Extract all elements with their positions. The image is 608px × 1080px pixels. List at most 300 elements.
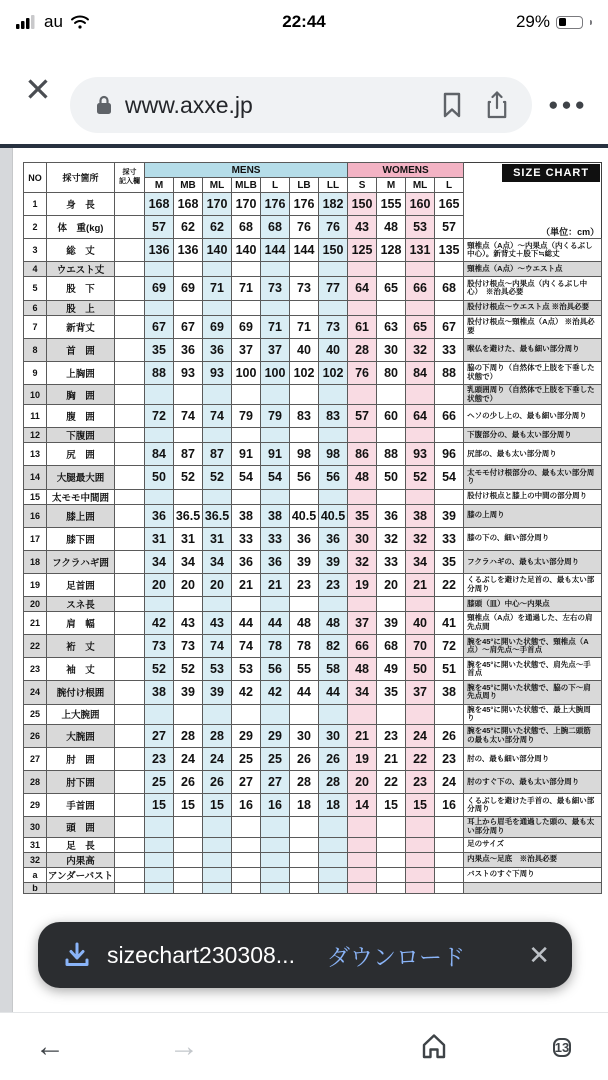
cell-size: [406, 384, 435, 404]
cell-size: 135: [435, 239, 464, 262]
cell-size: [406, 262, 435, 277]
cell-label: スネ長: [47, 597, 115, 612]
cell-size: [435, 262, 464, 277]
cell-size: 34: [406, 550, 435, 573]
cell-no: b: [24, 882, 47, 893]
table-row: [24, 361, 602, 384]
cell-size: [145, 817, 174, 837]
cell-size: 25: [261, 747, 290, 770]
cell-size: [319, 428, 348, 443]
size-column-header: M: [377, 178, 406, 193]
cell-size: [435, 428, 464, 443]
cell-entry: [115, 338, 145, 361]
cell-size: 93: [203, 361, 232, 384]
cell-size: 88: [377, 443, 406, 466]
cell-size: 140: [203, 239, 232, 262]
cell-label: 首 囲: [47, 338, 115, 361]
cell-label: 内果高: [47, 852, 115, 867]
cell-size: 64: [348, 277, 377, 300]
cell-size: 160: [406, 193, 435, 216]
cell-size: [435, 852, 464, 867]
cell-size: [145, 300, 174, 315]
cell-size: [348, 837, 377, 852]
cell-label: 手首囲: [47, 794, 115, 817]
cell-note: バストのすぐ下周り: [464, 867, 602, 882]
cell-size: 23: [377, 724, 406, 747]
cell-size: 79: [232, 405, 261, 428]
toast-download-button[interactable]: ダウンロード: [327, 939, 465, 972]
cell-size: 67: [145, 315, 174, 338]
cell-size: 48: [290, 612, 319, 635]
cell-size: 15: [174, 794, 203, 817]
cell-size: [319, 384, 348, 404]
cell-size: 76: [348, 361, 377, 384]
cell-size: 36: [232, 550, 261, 573]
cell-size: [348, 428, 377, 443]
cell-no: 1: [24, 193, 47, 216]
cell-size: [261, 300, 290, 315]
bottom-navigation-bar: [0, 1012, 608, 1080]
cell-note: 足のサイズ: [464, 837, 602, 852]
download-icon: [63, 941, 91, 969]
cell-note: 腕を45°に開いた状態で、上腕二頭筋の最も太い部分周り: [464, 724, 602, 747]
cell-size: 15: [203, 794, 232, 817]
toast-close-icon[interactable]: ✕: [528, 939, 550, 970]
cell-note: フクラハギの、最も太い部分周り: [464, 550, 602, 573]
cell-size: 78: [290, 635, 319, 658]
cell-no: 16: [24, 504, 47, 527]
table-row: [24, 852, 602, 867]
cell-size: 32: [406, 338, 435, 361]
cell-size: [203, 882, 232, 893]
lock-icon: [96, 95, 112, 115]
cell-entry: [115, 443, 145, 466]
cell-size: [348, 300, 377, 315]
cell-note: 肘の、最も細い部分周り: [464, 747, 602, 770]
cell-size: [319, 817, 348, 837]
table-row: [24, 635, 602, 658]
cell-note: ヘソの少し上の、最も細い部分周り: [464, 405, 602, 428]
cell-size: 73: [290, 277, 319, 300]
cell-size: 73: [174, 635, 203, 658]
cell-size: [174, 300, 203, 315]
cell-size: [290, 817, 319, 837]
cell-size: 35: [145, 338, 174, 361]
cell-size: [174, 428, 203, 443]
cell-size: 21: [406, 573, 435, 596]
cell-size: 68: [261, 216, 290, 239]
cell-entry: [115, 573, 145, 596]
cell-size: 39: [435, 504, 464, 527]
cell-size: [290, 428, 319, 443]
cell-label: 大腕囲: [47, 724, 115, 747]
cell-note: 股付け根点～ウエスト点 ※治具必要: [464, 300, 602, 315]
cell-size: 77: [319, 277, 348, 300]
cell-no: 8: [24, 338, 47, 361]
cell-size: [290, 262, 319, 277]
cell-size: [377, 817, 406, 837]
table-row: [24, 405, 602, 428]
cell-entry: [115, 405, 145, 428]
cell-size: 68: [435, 277, 464, 300]
cell-size: 40: [406, 612, 435, 635]
cell-size: [203, 428, 232, 443]
cell-note: 腕を45°に開いた状態で、最上大腕周り: [464, 704, 602, 724]
cell-entry: [115, 550, 145, 573]
cell-size: 170: [232, 193, 261, 216]
table-row: [24, 747, 602, 770]
cell-label: 大腿最大囲: [47, 466, 115, 489]
address-bar[interactable]: [70, 77, 532, 133]
cell-size: 34: [174, 550, 203, 573]
cell-size: [435, 817, 464, 837]
cell-label: 足 長: [47, 837, 115, 852]
cell-size: 48: [348, 658, 377, 681]
cell-size: [232, 817, 261, 837]
cell-size: 52: [145, 658, 174, 681]
cell-size: 25: [232, 747, 261, 770]
cell-entry: [115, 315, 145, 338]
cell-size: 42: [145, 612, 174, 635]
cell-size: 125: [348, 239, 377, 262]
cell-note: 脇の下周り（自然体で上肢を下垂した状態で）: [464, 361, 602, 384]
cell-size: 35: [348, 504, 377, 527]
cell-no: 11: [24, 405, 47, 428]
cell-size: 34: [145, 550, 174, 573]
cell-size: 30: [290, 724, 319, 747]
cell-size: 79: [261, 405, 290, 428]
cell-size: 44: [290, 681, 319, 704]
cell-note: 股付け根点と膝上の中間の部分周り: [464, 489, 602, 504]
cell-size: 54: [261, 466, 290, 489]
cell-size: [145, 852, 174, 867]
cell-size: 26: [174, 771, 203, 794]
share-icon[interactable]: [486, 91, 508, 119]
tab-switcher-button[interactable]: [540, 1027, 584, 1067]
cell-size: 39: [290, 550, 319, 573]
cell-size: [435, 882, 464, 893]
cell-size: 36: [377, 504, 406, 527]
table-row: [24, 771, 602, 794]
cell-no: 23: [24, 658, 47, 681]
cell-size: [232, 867, 261, 882]
cell-size: 93: [406, 443, 435, 466]
cell-size: 14: [348, 794, 377, 817]
cell-size: 70: [406, 635, 435, 658]
cell-size: 66: [435, 405, 464, 428]
cell-size: 136: [174, 239, 203, 262]
cell-size: 22: [406, 747, 435, 770]
cell-size: 155: [377, 193, 406, 216]
cell-size: 87: [174, 443, 203, 466]
cell-size: 31: [145, 527, 174, 550]
cell-size: [232, 384, 261, 404]
cell-size: 37: [232, 338, 261, 361]
table-row: [24, 837, 602, 852]
cell-size: [348, 817, 377, 837]
cell-size: 98: [319, 443, 348, 466]
cell-size: 34: [348, 681, 377, 704]
cell-size: 15: [406, 794, 435, 817]
cell-size: 50: [145, 466, 174, 489]
cell-entry: [115, 658, 145, 681]
table-row: [24, 817, 602, 837]
cell-no: 15: [24, 489, 47, 504]
cell-size: 43: [348, 216, 377, 239]
cell-size: [232, 852, 261, 867]
cell-size: 42: [232, 681, 261, 704]
cell-size: 40.5: [319, 504, 348, 527]
home-button[interactable]: [412, 1027, 456, 1067]
cell-size: 71: [290, 315, 319, 338]
cell-size: [145, 489, 174, 504]
cell-label: [47, 882, 115, 893]
cell-size: [348, 262, 377, 277]
cell-note: くるぶしを避けた足首の、最も太い部分周り: [464, 573, 602, 596]
cell-size: 84: [406, 361, 435, 384]
cell-size: 34: [203, 550, 232, 573]
size-column-header: S: [348, 178, 377, 193]
cell-size: [232, 489, 261, 504]
cell-size: [319, 597, 348, 612]
cell-size: [232, 300, 261, 315]
cell-size: 96: [435, 443, 464, 466]
table-row: [24, 262, 602, 277]
cell-size: 71: [261, 315, 290, 338]
cell-size: [261, 867, 290, 882]
cell-size: 44: [319, 681, 348, 704]
cell-entry: [115, 239, 145, 262]
cell-size: [145, 837, 174, 852]
cell-size: 144: [290, 239, 319, 262]
cell-size: 80: [377, 361, 406, 384]
cell-size: [406, 704, 435, 724]
cell-note: 膝の下の、細い部分周り: [464, 527, 602, 550]
cell-note: 腕を45°に開いた状態で、脇の下～肩先点周り: [464, 681, 602, 704]
cell-size: [435, 300, 464, 315]
cell-size: 86: [348, 443, 377, 466]
cell-size: 38: [435, 681, 464, 704]
cell-size: 31: [174, 527, 203, 550]
table-row: [24, 428, 602, 443]
table-row: [24, 315, 602, 338]
table-row: [24, 300, 602, 315]
cell-size: 69: [174, 277, 203, 300]
cell-size: 73: [145, 635, 174, 658]
cell-size: 91: [232, 443, 261, 466]
cell-size: [377, 704, 406, 724]
table-row: [24, 597, 602, 612]
table-row: [24, 794, 602, 817]
cell-size: 60: [377, 405, 406, 428]
cell-size: 88: [145, 361, 174, 384]
cell-size: 93: [174, 361, 203, 384]
cell-label: 袖 丈: [47, 658, 115, 681]
cell-size: [348, 852, 377, 867]
cell-size: 71: [203, 277, 232, 300]
cell-size: 35: [435, 550, 464, 573]
cell-size: 136: [145, 239, 174, 262]
cell-size: [348, 867, 377, 882]
cell-entry: [115, 597, 145, 612]
cell-size: 25: [145, 771, 174, 794]
cell-no: 4: [24, 262, 47, 277]
cell-size: [145, 867, 174, 882]
cell-no: 13: [24, 443, 47, 466]
cell-no: 26: [24, 724, 47, 747]
back-button[interactable]: [28, 1027, 72, 1067]
cell-entry: [115, 277, 145, 300]
cell-size: [174, 882, 203, 893]
cell-entry: [115, 489, 145, 504]
cell-size: [377, 597, 406, 612]
cell-size: 22: [377, 771, 406, 794]
cell-size: 76: [290, 216, 319, 239]
cell-size: 44: [261, 612, 290, 635]
cell-label: 下腹囲: [47, 428, 115, 443]
cell-size: 38: [232, 504, 261, 527]
cell-size: 26: [203, 771, 232, 794]
cell-size: [435, 867, 464, 882]
cell-size: 33: [232, 527, 261, 550]
cell-entry: [115, 867, 145, 882]
clock: 22:44: [282, 12, 326, 31]
cell-size: 61: [348, 315, 377, 338]
cell-label: 肘 囲: [47, 747, 115, 770]
cell-size: 15: [145, 794, 174, 817]
header-entry-column: 採寸 記入欄: [115, 163, 145, 193]
cell-size: [261, 852, 290, 867]
cell-size: 30: [348, 527, 377, 550]
forward-button[interactable]: [162, 1027, 206, 1067]
table-row: [24, 573, 602, 596]
cell-size: 84: [145, 443, 174, 466]
cell-entry: [115, 635, 145, 658]
cell-size: [232, 428, 261, 443]
cell-size: 19: [348, 747, 377, 770]
cell-size: 28: [203, 724, 232, 747]
cell-size: [203, 817, 232, 837]
close-tab-button[interactable]: ✕: [18, 66, 58, 114]
cell-size: [145, 597, 174, 612]
cell-size: 52: [203, 466, 232, 489]
overflow-menu-button[interactable]: ●●●: [540, 82, 596, 128]
cell-size: 36: [261, 550, 290, 573]
carrier-label: au: [44, 12, 63, 31]
cell-size: 39: [174, 681, 203, 704]
cell-size: 29: [232, 724, 261, 747]
cell-size: 23: [435, 747, 464, 770]
table-row: [24, 612, 602, 635]
cell-size: 35: [377, 681, 406, 704]
cell-note: 膝の上周り: [464, 504, 602, 527]
cell-size: 176: [290, 193, 319, 216]
cell-size: 40: [290, 338, 319, 361]
cell-note: 頸椎点（A点）～ウエスト点: [464, 262, 602, 277]
battery-percent: 29%: [515, 12, 550, 31]
cell-entry: [115, 262, 145, 277]
cell-size: 53: [406, 216, 435, 239]
cell-size: [290, 867, 319, 882]
bookmark-icon[interactable]: [442, 92, 462, 118]
cell-note: 内果点～足底 ※治具必要: [464, 852, 602, 867]
cell-size: 21: [377, 747, 406, 770]
cell-size: 41: [435, 612, 464, 635]
cell-size: 62: [203, 216, 232, 239]
back-arrow-icon: ←: [35, 1030, 65, 1063]
cell-label: 腹 囲: [47, 405, 115, 428]
cell-size: 83: [290, 405, 319, 428]
cell-size: [290, 597, 319, 612]
cell-size: 52: [406, 466, 435, 489]
cell-size: [174, 262, 203, 277]
cell-size: [290, 837, 319, 852]
cell-size: 38: [145, 681, 174, 704]
cell-note: 膝頭（皿）中心～内果点: [464, 597, 602, 612]
cell-note: くるぶしを避けた手首の、最も細い部分周り: [464, 794, 602, 817]
cell-entry: [115, 612, 145, 635]
table-row: [24, 338, 602, 361]
cell-label: 膝上囲: [47, 504, 115, 527]
cell-size: 20: [377, 573, 406, 596]
cell-size: [406, 867, 435, 882]
cell-label: 腕付け根囲: [47, 681, 115, 704]
size-column-header: MLB: [232, 178, 261, 193]
cell-size: 150: [319, 239, 348, 262]
browser-toolbar: [0, 44, 608, 144]
cell-size: 58: [319, 658, 348, 681]
cell-label: 体 重(kg): [47, 216, 115, 239]
cell-size: [145, 704, 174, 724]
cell-size: [261, 704, 290, 724]
cell-size: [145, 882, 174, 893]
cell-size: 54: [435, 466, 464, 489]
home-icon: [419, 1031, 449, 1061]
cell-size: 66: [406, 277, 435, 300]
cell-size: 73: [319, 315, 348, 338]
cell-size: [377, 428, 406, 443]
cell-size: 36: [203, 338, 232, 361]
cell-size: 33: [435, 338, 464, 361]
table-row: [24, 681, 602, 704]
cell-no: 14: [24, 466, 47, 489]
wifi-icon: [70, 15, 90, 29]
table-row: [24, 384, 602, 404]
cell-size: [348, 597, 377, 612]
cell-size: 65: [406, 315, 435, 338]
cell-size: 48: [319, 612, 348, 635]
size-table-body: [24, 193, 602, 894]
cell-size: [174, 384, 203, 404]
cell-size: [261, 262, 290, 277]
table-row: [24, 216, 602, 239]
cell-size: 30: [319, 724, 348, 747]
cell-size: [319, 867, 348, 882]
cell-entry: [115, 771, 145, 794]
cell-size: 21: [261, 573, 290, 596]
cell-no: a: [24, 867, 47, 882]
cell-size: 100: [261, 361, 290, 384]
cell-no: 6: [24, 300, 47, 315]
cell-size: 28: [290, 771, 319, 794]
cell-size: [319, 882, 348, 893]
cell-entry: [115, 852, 145, 867]
cell-size: 20: [174, 573, 203, 596]
cell-size: 37: [261, 338, 290, 361]
cell-label: 股 上: [47, 300, 115, 315]
url-text: www.axxe.jp: [125, 91, 253, 118]
cell-size: [435, 597, 464, 612]
